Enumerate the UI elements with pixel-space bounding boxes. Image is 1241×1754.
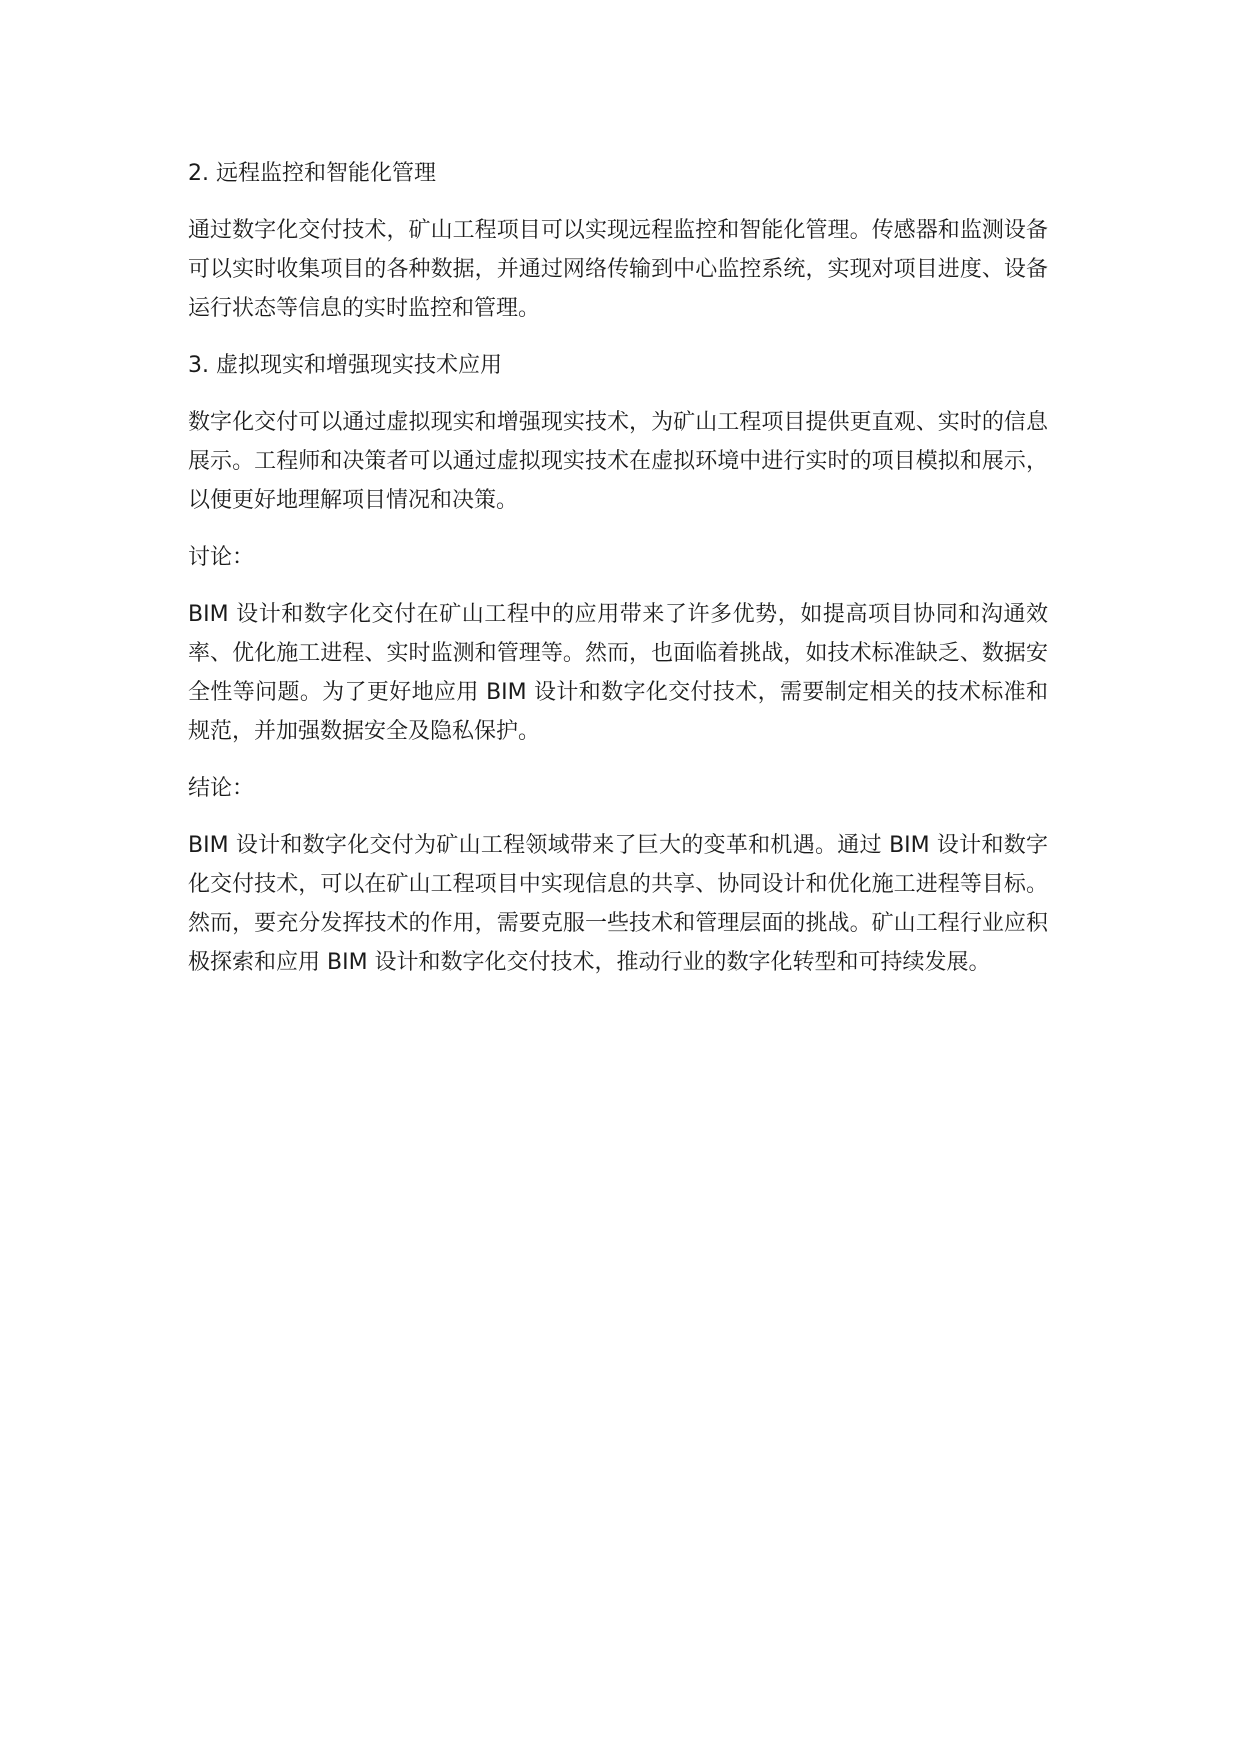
section-heading-remote-monitoring: 2. 远程监控和智能化管理 — [188, 161, 436, 186]
conclusion-body: BIM 设计和数字化交付为矿山工程领域带来了巨大的变革和机遇。通过 BIM 设计和数字化交付技术，可以在矿山工程项目中实现信息的共享、协同设计和优化施工进程等目标。然而，要充分发挥技术的作用，需要克服一些技术和管理层面的挑战。矿山工程行业应积极探索和应用 BIM 设计和数字化交付技术，推动行业的数字化转型和可持续发展。 — [188, 833, 1048, 975]
section-body-remote-monitoring: 通过数字化交付技术，矿山工程项目可以实现远程监控和智能化管理。传感器和监测设备可以实时收集项目的各种数据，并通过网络传输到中心监控系统，实现对项目进度、设备运行状态等信息的实时监控和管理。 — [188, 218, 1048, 321]
discussion-heading: 讨论： — [188, 545, 255, 570]
section-heading-vr-ar: 3. 虚拟现实和增强现实技术应用 — [188, 353, 502, 378]
section-body-vr-ar: 数字化交付可以通过虚拟现实和增强现实技术，为矿山工程项目提供更直观、实时的信息展示。工程师和决策者可以通过虚拟现实技术在虚拟环境中进行实时的项目模拟和展示，以便更好地理解项目情况和决策。 — [188, 410, 1048, 513]
discussion-body: BIM 设计和数字化交付在矿山工程中的应用带来了许多优势，如提高项目协同和沟通效率、优化施工进程、实时监测和管理等。然而，也面临着挑战，如技术标准缺乏、数据安全性等问题。为了更好地应用 BIM 设计和数字化交付技术，需要制定相关的技术标准和规范，并加强数据安全及隐私保护。 — [188, 602, 1048, 744]
conclusion-heading: 结论： — [188, 776, 255, 801]
document-page — [188, 154, 1048, 1000]
